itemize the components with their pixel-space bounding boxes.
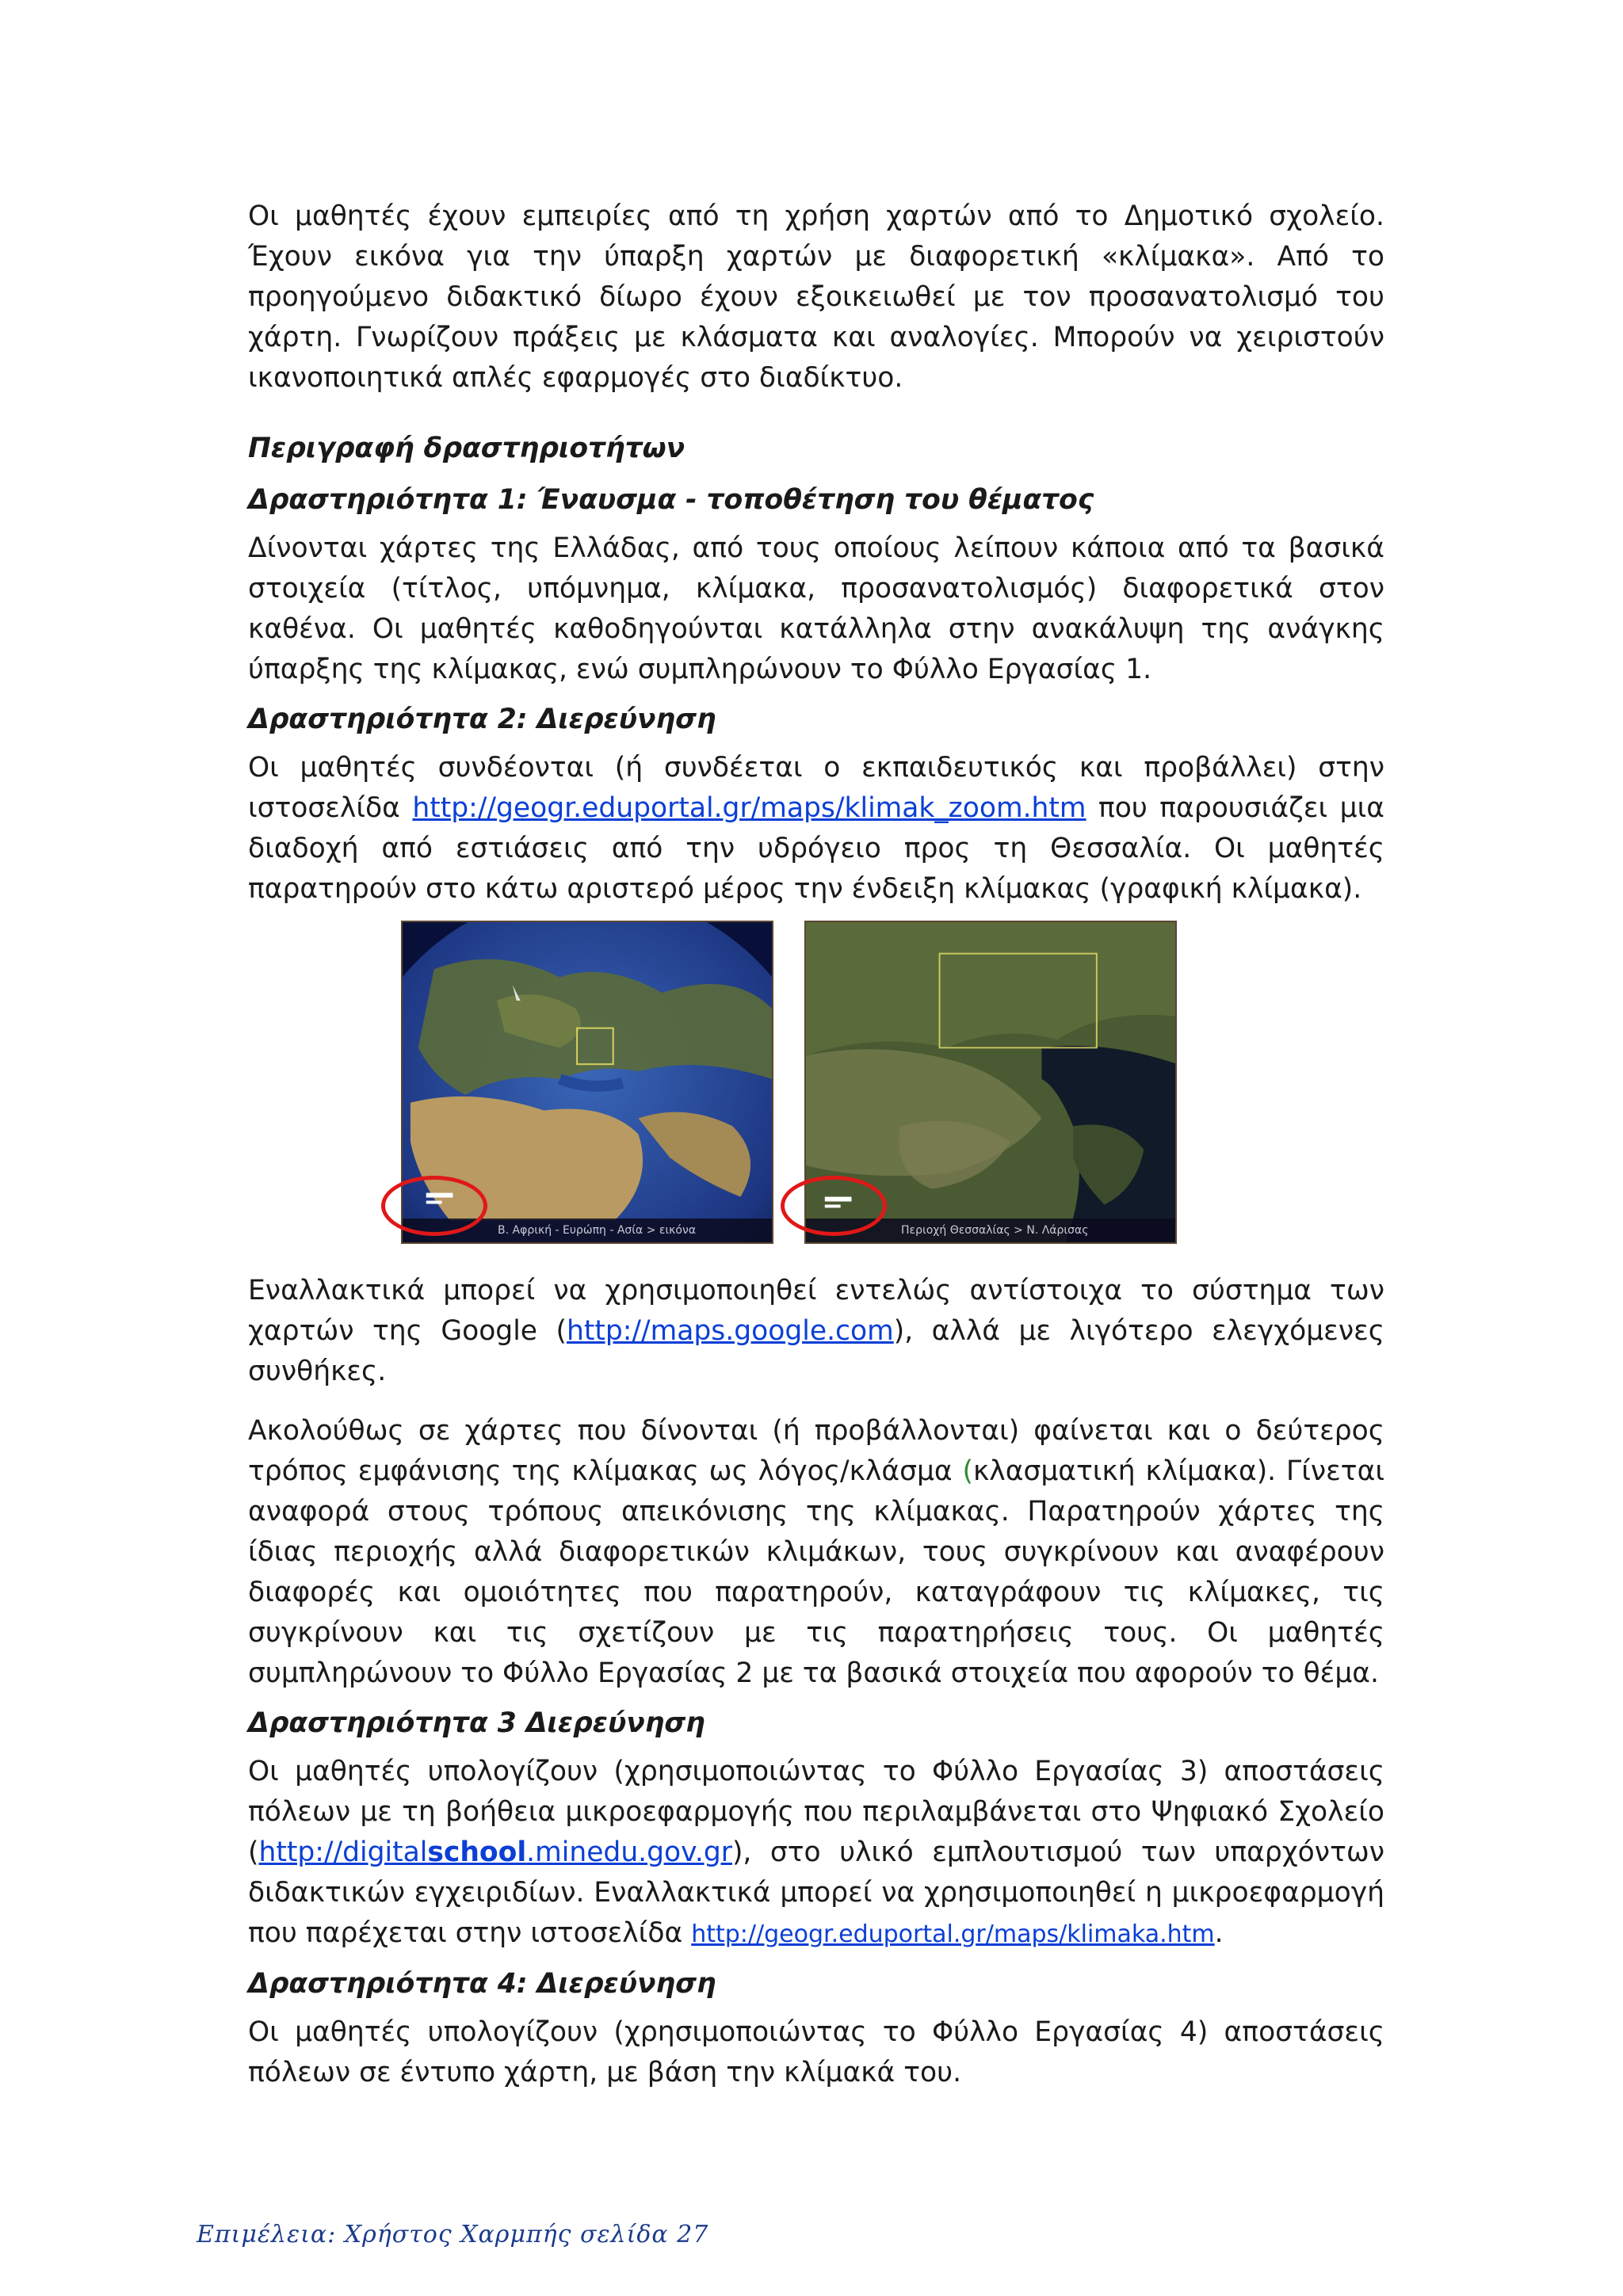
activity2-text-end: που παρουσιάζει μια διαδοχή από εστιάσεις από την υδρόγειο προς τη Θεσσαλία. Οι μαθητές παρατηρούν στο κάτω αριστερό μέρος την ένδειξη κλίμακας (γραφική κλίμακα).	[248, 792, 1384, 905]
alt-google-text-end: ), αλλά με λιγότερο ελεγχόμενες συνθήκες.	[248, 1315, 1384, 1387]
activity2-title: Δραστηριότητα 2: Διερεύνηση	[248, 704, 716, 735]
digitalschool-link-part2: school	[427, 1836, 527, 1868]
google-maps-link[interactable]: http://maps.google.com	[566, 1315, 894, 1347]
activity1-title: Δραστηριότητα 1: Έναυσμα - τοποθέτηση του θέματος	[248, 484, 1094, 516]
klimaka-link[interactable]: http://geogr.eduportal.gr/maps/klimaka.htm	[691, 1920, 1215, 1948]
thessaly-map-caption: Περιοχή Θεσσαλίας > Ν. Λάρισας	[806, 1219, 1175, 1242]
activity4-text: Οι μαθητές υπολογίζουν (χρησιμοποιώντας το Φύλλο Εργασίας 4) αποστάσεις πόλεων σε έντυπο χάρτη, με βάση την κλίμακά του.	[248, 2016, 1384, 2088]
activity2-text-start: Οι μαθητές συνδέονται (ή συνδέεται ο εκπαιδευτικός και προβάλλει) στην ιστοσελίδα	[248, 752, 1384, 824]
activity3-title: Δραστηριότητα 3 Διερεύνηση	[248, 1707, 705, 1739]
activity3-text-end: .	[1214, 1917, 1224, 1949]
digitalschool-link-part1: http://digital	[258, 1836, 428, 1868]
digitalschool-link[interactable]	[258, 1836, 731, 1868]
followup-paragraph	[248, 1411, 1384, 1694]
followup-text-start: Ακολούθως σε χάρτες που δίνονται (ή προβάλλονται) φαίνεται και ο δεύτερος τρόπος εμφάνισης της κλίμακας ως λόγος/κλάσμα	[248, 1415, 1384, 1487]
followup-text-end: κλασματική κλίμακα). Γίνεται αναφορά στους τρόπους απεικόνισης της κλίμακας. Παρατηρούν χάρτες της ίδιας περιοχής αλλά διαφορετικών κλιμάκων, τους συγκρίνουν και αναφέρουν διαφορές και ομοιότητες που παρατηρούν, καταγράφουν τις κλίμακες, τις συγκρίνουν και τις σχετίζουν με τις παρατηρήσεις τους. Οι μαθητές συμπληρώνουν το Φύλλο Εργασίας 2 με τα βασικά στοιχεία που αφορούν το θέμα.	[248, 1455, 1384, 1689]
activity4-title: Δραστηριότητα 4: Διερεύνηση	[248, 1968, 716, 2000]
activity2-text	[248, 748, 1384, 910]
green-parenthesis: (	[962, 1455, 973, 1487]
scale-highlight-circle-2	[781, 1176, 887, 1236]
activity1-text: Δίνονται χάρτες της Ελλάδας, από τους οποίους λείπουν κάποια από τα βασικά στοιχεία (τίτλος, υπόμνημα, κλίμακα, προσανατολισμός) διαφορετικά στον καθένα. Οι μαθητές καθοδηγούνται κατάλληλα στην ανακάλυψη της ανάγκης ύπαρξης της κλίμακας, ενώ συμπληρώνουν το Φύλλο Εργασίας 1.	[248, 532, 1384, 685]
alt-google-text-start: Εναλλακτικά μπορεί να χρησιμοποιηθεί εντελώς αντίστοιχα το σύστημα των χαρτών της Google (	[248, 1275, 1384, 1347]
globe-map-caption: Β. Αφρική - Ευρώπη - Ασία > εικόνα	[403, 1219, 772, 1242]
intro-paragraph: Οι μαθητές έχουν εμπειρίες από τη χρήση χαρτών από το Δημοτικό σχολείο. Έχουν εικόνα για την ύπαρξη χαρτών με διαφορετική «κλίμακα». Από το προηγούμενο διδακτικό δίωρο έχουν εξοικειωθεί με τον προσανατολισμό του χάρτη. Γνωρίζουν πράξεις με κλάσματα και αναλογίες. Μπορούν να χειριστούν ικανοποιητικά απλές εφαρμογές στο διαδίκτυο.	[248, 200, 1384, 394]
section-title: Περιγραφή δραστηριοτήτων	[248, 433, 685, 464]
activity3-text-middle: ), στο υλικό εμπλουτισμού των υπαρχόντων διδακτικών εγχειριδίων. Εναλλακτικά μπορεί να χρησιμοποιηθεί η μικροεφαρμογή που παρέχεται στην ιστοσελίδα	[248, 1836, 1384, 1949]
klimak-zoom-link[interactable]: http://geogr.eduportal.gr/maps/klimak_zoom.htm	[412, 792, 1086, 824]
map-figures	[248, 921, 1384, 1245]
scale-highlight-circle-1	[381, 1176, 487, 1236]
alt-google-paragraph	[248, 1271, 1384, 1392]
activity3-text-start: Οι μαθητές υπολογίζουν (χρησιμοποιώντας το Φύλλο Εργασίας 3) αποστάσεις πόλεων με τη βοήθεια μικροεφαρμογής που περιλαμβάνεται στο Ψηφιακό Σχολείο (	[248, 1756, 1384, 1868]
digitalschool-link-part3: .minedu.gov.gr	[526, 1836, 732, 1868]
page-footer: Επιμέλεια: Χρήστος Χαρμπής σελίδα 27	[197, 2221, 709, 2248]
activity3-text	[248, 1752, 1384, 1955]
page-content	[248, 196, 1384, 2093]
